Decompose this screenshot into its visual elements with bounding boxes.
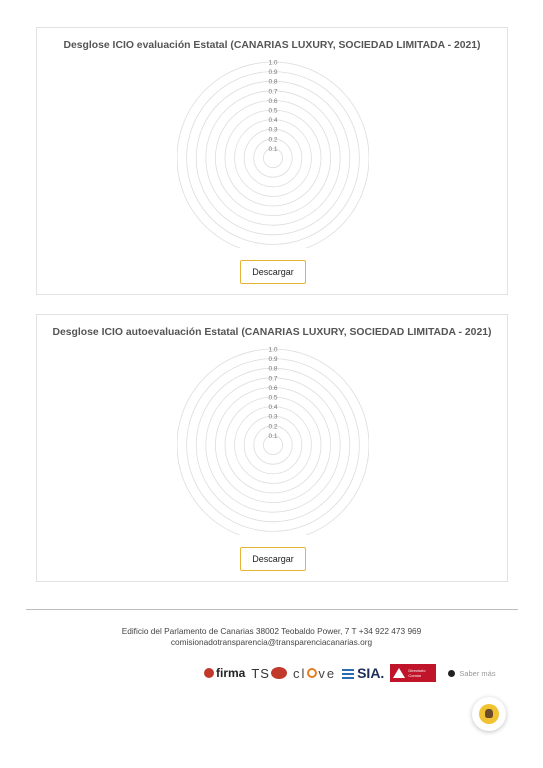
radar-tick-label: 0.4	[268, 117, 278, 125]
tsa-logo[interactable]: TS	[251, 666, 287, 681]
chart-title: Desglose ICIO autoevaluación Estatal (CANARIAS LUXURY, SOCIEDAD LIMITADA - 2021)	[52, 327, 492, 338]
radar-tick-label: 0.9	[268, 356, 278, 364]
radar-tick-label: 0.2	[268, 136, 278, 144]
radar-grid-ring	[225, 394, 321, 493]
download-button[interactable]: Descargar	[240, 547, 306, 571]
radar-tick-label: 0.1	[268, 145, 278, 153]
chart-card-icio-evaluacion	[36, 27, 508, 295]
radar-tick-label: 1.0	[268, 346, 278, 354]
chat-assistant-button[interactable]	[472, 697, 506, 731]
radar-tick-label: 0.3	[268, 413, 278, 421]
radar-grid-ring	[254, 139, 292, 177]
radar-tick-label: 0.2	[268, 423, 278, 431]
footer-logos	[204, 662, 496, 684]
radar-tick-label: 0.4	[268, 404, 278, 412]
radar-tick-label: 0.8	[268, 365, 278, 373]
radar-tick-label: 0.1	[268, 432, 278, 440]
radar-chart	[177, 339, 369, 535]
saber-mas-link[interactable]: Saber más	[448, 669, 495, 678]
sia-logo-icon	[342, 667, 354, 679]
chart-card-icio-autoevaluacion	[36, 314, 508, 582]
radar-tick-label: 0.7	[268, 88, 278, 96]
footer-email-link[interactable]: comisionadotransparencia@transparenciacanarias.org	[170, 637, 373, 647]
radar-tick-label: 1.0	[268, 59, 278, 67]
firma-logo-icon	[204, 668, 214, 678]
radar-tick-label: 0.9	[268, 69, 278, 77]
radar-tick-label: 0.5	[268, 107, 278, 115]
clave-logo[interactable]: cl ve	[292, 665, 337, 681]
chart-title: Desglose ICIO evaluación Estatal (CANARIAS LUXURY, SOCIEDAD LIMITADA - 2021)	[63, 40, 481, 51]
radar-grid-ring	[225, 107, 321, 206]
radar-tick-label: 0.5	[268, 394, 278, 402]
radar-tick-label: 0.8	[268, 78, 278, 86]
sia-logo[interactable]: SIA.	[342, 665, 384, 681]
footer-address: Edificio del Parlamento de Canarias 38002 Teobaldo Power, 7 T +34 922 473 969	[121, 626, 422, 636]
directorio-comun-logo[interactable]: Directorio Común	[390, 664, 436, 682]
tsa-logo-icon	[271, 667, 287, 679]
firma-logo[interactable]: firma	[204, 666, 245, 680]
clave-logo-icon	[307, 668, 317, 678]
radar-tick-label: 0.7	[268, 375, 278, 383]
radar-tick-label: 0.6	[268, 97, 278, 105]
download-button[interactable]: Descargar	[240, 260, 306, 284]
footer-divider	[26, 609, 518, 610]
assistant-avatar-icon	[479, 704, 499, 724]
directorio-comun-icon	[393, 668, 405, 678]
radar-tick-label: 0.6	[268, 384, 278, 392]
radar-chart	[177, 52, 369, 248]
radar-grid-ring	[254, 426, 292, 464]
info-icon	[448, 670, 455, 677]
radar-tick-label: 0.3	[268, 126, 278, 134]
